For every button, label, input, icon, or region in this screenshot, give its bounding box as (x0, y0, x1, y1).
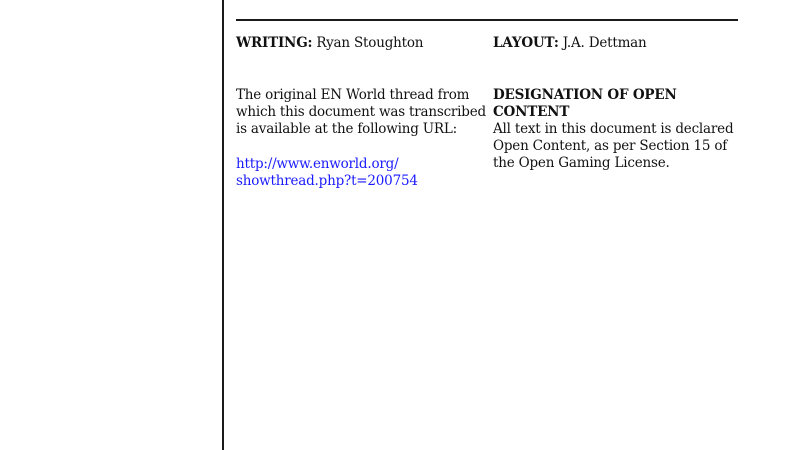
open-content-text: All text in this document is declared Open Content, as per Section 15 of the Open Gaming License. (493, 121, 734, 171)
open-content-section (493, 87, 738, 172)
open-content-heading: DESIGNATION OF OPEN CONTENT (493, 87, 677, 120)
source-url-line-2[interactable]: showthread.php?t=200754 (236, 173, 418, 189)
top-horizontal-rule (236, 19, 738, 21)
writing-label: WRITING: (236, 35, 313, 51)
source-text: The original EN World thread from which this document was transcribed is available at the following URL: (236, 87, 486, 137)
layout-value: J.A. Dettman (562, 35, 647, 51)
layout-credit (493, 35, 738, 52)
writing-value: Ryan Stoughton (316, 35, 424, 51)
source-link[interactable] (236, 156, 418, 190)
source-url-line-1[interactable]: http://www.enworld.org/ (236, 156, 399, 172)
writing-credit (236, 35, 486, 52)
layout-label: LAYOUT: (493, 35, 559, 51)
source-note (236, 87, 486, 138)
page-edge-line (222, 0, 224, 450)
